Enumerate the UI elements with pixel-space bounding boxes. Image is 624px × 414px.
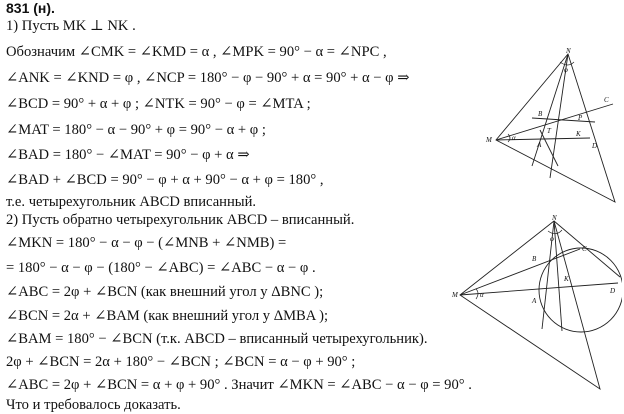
fig1-label-c: C — [604, 96, 609, 104]
part1-line-4: ∠BCD = 90° + α + φ ; ∠NTK = 90° − φ = ∠MTA ; — [6, 96, 311, 112]
part1-line-5: ∠MAT = 180° − α − 90° + φ = 90° − α + φ ; — [6, 122, 266, 138]
part1-line-6: ∠BAD = 180° − ∠MAT = 90° − φ + α ⇒ — [6, 147, 250, 163]
fig1-label-phi: φ — [564, 66, 568, 74]
fig2-label-k: K — [564, 275, 569, 283]
fig2-label-phi: φ — [550, 235, 554, 243]
figure-2-circle-diagram — [450, 213, 622, 408]
part2-line-4: ∠ABC = 2φ + ∠BCN (как внешний угол у ΔBNC ); — [6, 284, 324, 300]
fig1-label-t: T — [547, 127, 551, 135]
part1-line-2: Обозначим ∠CMK = ∠KMD = α , ∠MPK = 90° − α = ∠NPC , — [6, 44, 387, 60]
part2-line-5: ∠BCN = 2α + ∠BAM (как внешний угол у ΔMBA ); — [6, 308, 329, 324]
fig1-label-alpha: α — [512, 134, 516, 142]
fig2-label-d: D — [610, 287, 616, 295]
part2-line-6: ∠BAM = 180° − ∠BCN (т.к. ABCD – вписанный четырехугольник). — [6, 331, 428, 347]
part1-line-7: ∠BAD + ∠BCD = 90° − φ + α + 90° − α + φ = 180° , — [6, 172, 324, 188]
part2-line-9: Что и требовалось доказать. — [6, 397, 181, 413]
part2-line-1: 2) Пусть обратно четырехугольник ABCD – вписанный. — [6, 212, 355, 228]
fig2-label-m: M — [452, 291, 458, 299]
fig2-label-n: N — [552, 214, 557, 222]
part2-line-7: 2φ + ∠BCN = 2α + 180° − ∠BCN ; ∠BCN = α − φ + 90° ; — [6, 354, 356, 370]
part2-line-8: ∠ABC = 2φ + ∠BCN = α + φ + 90° . Значит ∠MKN = ∠ABC − α − φ = 90° . — [6, 377, 472, 393]
fig1-label-d: D — [592, 142, 598, 150]
fig2-label-alpha: α — [480, 291, 484, 299]
part2-line-3: = 180° − α − φ − (180° − ∠ABC) = ∠ABC − α − φ . — [6, 260, 316, 276]
part2-line-2: ∠MKN = 180° − α − φ − (∠MNB + ∠NMB) = — [6, 235, 287, 251]
fig1-label-b: B — [538, 110, 543, 118]
fig2-label-c: C — [582, 245, 587, 253]
fig1-label-n: N — [566, 48, 571, 55]
fig2-label-b: B — [532, 255, 537, 263]
figure-1-triangle-diagram — [480, 48, 620, 208]
fig1-label-k: K — [576, 130, 581, 138]
fig1-label-a: A — [537, 141, 542, 149]
fig1-label-m: M — [486, 136, 492, 144]
fig2-label-a: A — [532, 297, 537, 305]
fig1-label-p: P — [578, 114, 583, 122]
part1-line-3: ∠ANK = ∠KND = φ , ∠NCP = 180° − φ − 90° + α = 90° + α − φ ⇒ — [6, 70, 410, 86]
part1-line-1: 1) Пусть MK ⊥ NK . — [6, 18, 136, 34]
solution-title: 831 (н). — [6, 0, 55, 16]
part1-line-8: т.е. четырехугольник ABCD вписанный. — [6, 194, 257, 210]
